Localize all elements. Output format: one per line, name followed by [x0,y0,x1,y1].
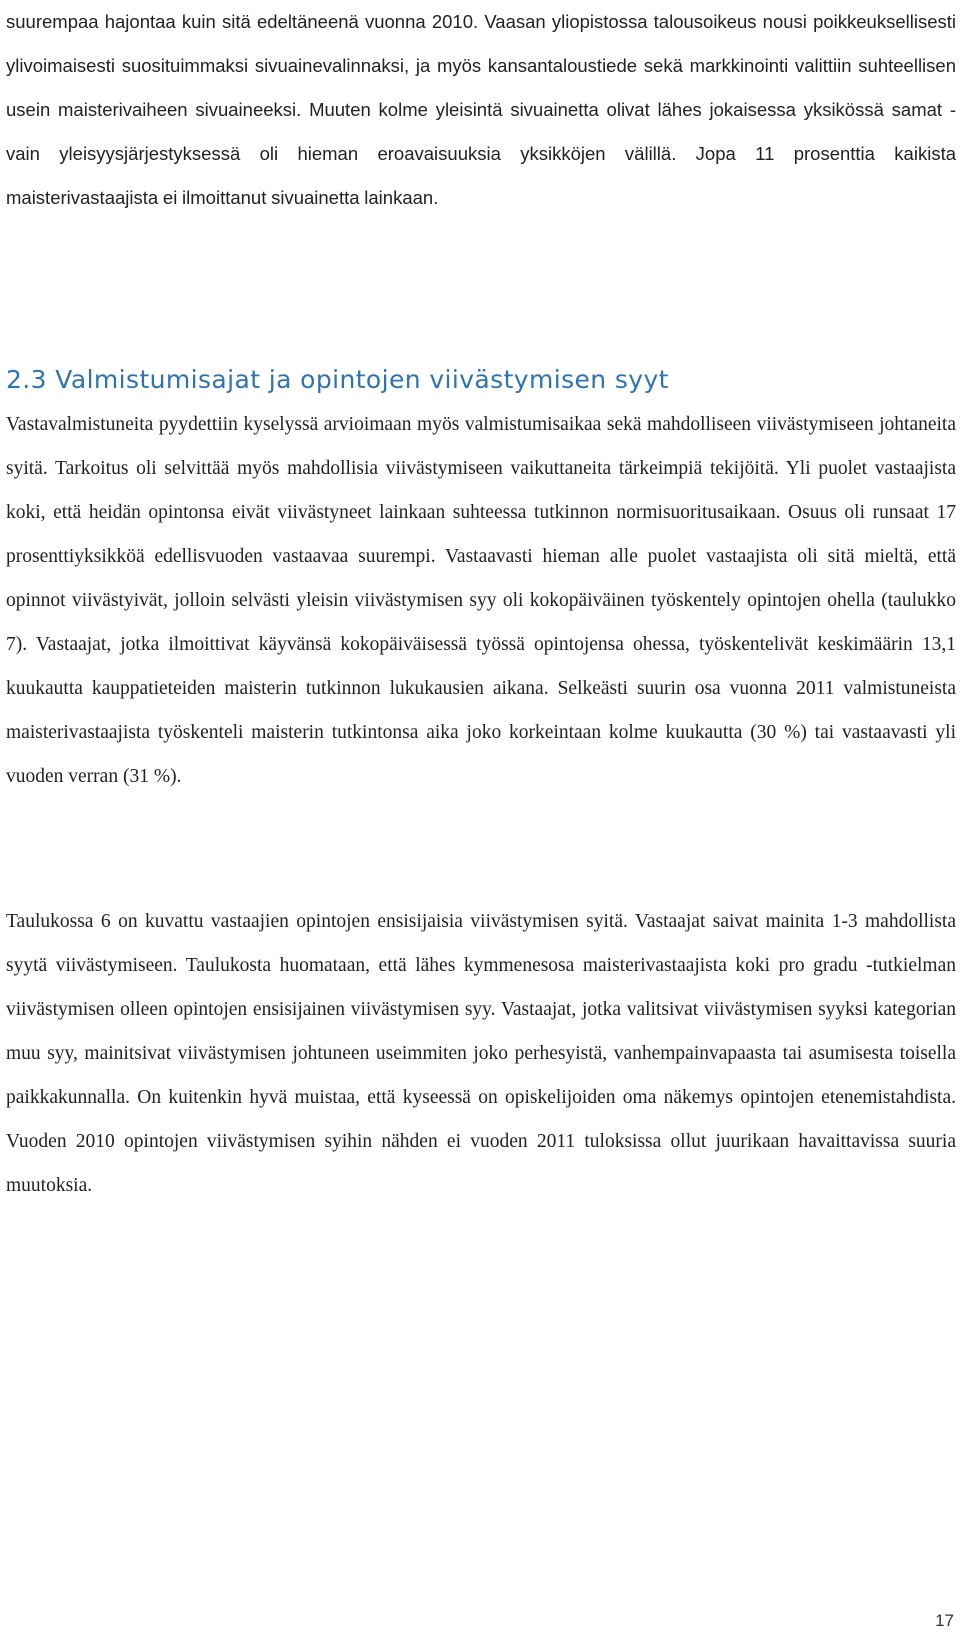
section-heading-graduation-times: 2.3 Valmistumisajat ja opintojen viivästymisen syyt [6,365,669,394]
paragraph-major-subjects: suurempaa hajontaa kuin sitä edeltäneenä vuonna 2010. Vaasan yliopistossa talousoikeus nousi poikkeuksellisesti ylivoimaisesti suosituimmaksi sivuainevalinnaksi, ja myös kansantaloustiede sekä markkinointi valittiin suhteellisen usein maisterivaiheen sivuaineeksi. Muuten kolme yleisintä sivuainetta olivat lähes jokaisessa yksikössä samat - vain yleisyysjärjestyksessä oli hieman eroavaisuuksia yksikköjen välillä. Jopa 11 prosenttia kaikista maisterivastaajista ei ilmoittanut sivuainetta lainkaan. [6,11,956,208]
paragraph-delay-reasons: Taulukossa 6 on kuvattu vastaajien opintojen ensisijaisia viivästymisen syitä. Vastaajat saivat mainita 1-3 mahdollista syytä viivästymiseen. Taulukosta huomataan, että lähes kymmenesosa maisterivastaajista koki pro gradu -tutkielman viivästymisen olleen opintojen ensisijainen viivästymisen syy. Vastaajat, jotka valitsivat viivästymisen syyksi kategorian muu syy, mainitsivat viivästymisen johtuneen useimmiten joko perhesyistä, vanhempainvapaasta tai asumisesta toisella paikkakunnalla. On kuitenkin hyvä muistaa, että kyseessä on opiskelijoiden oma näkemys opintojen etenemistahdista. Vuoden 2010 opintojen viivästymisen syihin nähden ei vuoden 2011 tuloksissa ollut juurikaan havaittavissa suuria muutoksia. [6,911,956,1196]
page-number: 17 [935,1611,954,1630]
paragraph-graduation-time: Vastavalmistuneita pyydettiin kyselyssä arvioimaan myös valmistumisaikaa sekä mahdolliseen viivästymiseen johtaneita syitä. Tarkoitus oli selvittää myös mahdollisia viivästymiseen vaikuttaneita tärkeimpiä tekijöitä. Yli puolet vastaajista koki, että heidän opintonsa eivät viivästyneet lainkaan suhteessa tutkinnon normisuoritusaikaan. Osuus oli runsaat 17 prosenttiyksikköä edellisvuoden vastaavaa suurempi. Vastaavasti hieman alle puolet vastaajista oli sitä mieltä, että opinnot viivästyivät, jolloin selvästi yleisin viivästymisen syy oli kokopäiväinen työskentely opintojen ohella (taulukko 7). Vastaajat, jotka ilmoittivat käyvänsä kokopäiväisessä työssä opintojensa ohessa, työskentelivät keskimäärin 13,1 kuukautta kauppatieteiden maisterin tutkinnon lukukausien aikana. Selkeästi suurin osa vuonna 2011 valmistuneista maisterivastaajista työskenteli maisterin tutkintonsa aika joko korkeintaan kolme kuukautta (30 %) tai vastaavasti yli vuoden verran (31 %). [6,414,956,787]
